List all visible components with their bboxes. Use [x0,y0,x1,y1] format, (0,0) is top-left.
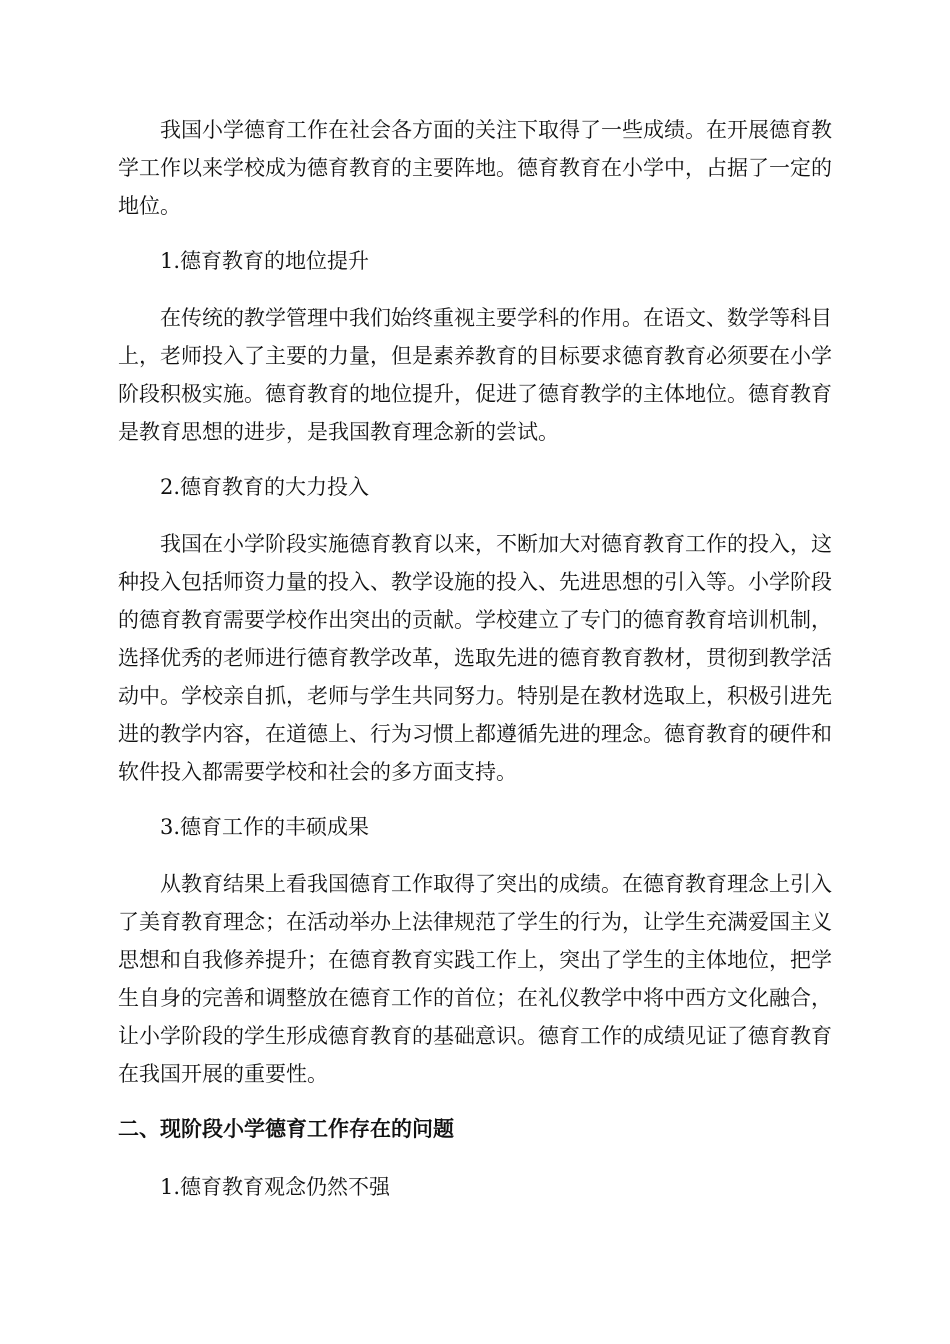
subheading-status-improved: 1.德育教育的地位提升 [160,249,370,273]
subheading-investment: 2.德育教育的大力投入 [160,475,370,499]
section-heading-problems: 二、现阶段小学德育工作存在的问题 [118,1117,454,1141]
subheading-weak-concept: 1.德育教育观念仍然不强 [160,1175,391,1199]
subheading-results: 3.德育工作的丰硕成果 [160,815,370,839]
paragraph-achievements-intro: 我国小学德育工作在社会各方面的关注下取得了一些成绩。在开展德育教学工作以来学校成为德育教育的主要阵地。德育教育在小学中，占据了一定的地位。 [118,118,832,218]
paragraph-investment: 我国在小学阶段实施德育教育以来，不断加大对德育教育工作的投入，这种投入包括师资力量的投入、教学设施的投入、先进思想的引入等。小学阶段的德育教育需要学校作出突出的贡献。学校建立了专门的德育教育培训机制，选择优秀的老师进行德育教学改革，选取先进的德育教育教材，贯彻到教学活动中。学校亲自抓，老师与学生共同努力。特别是在教材选取上，积极引进先进的教学内容，在道德上、行为习惯上都遵循先进的理念。德育教育的硬件和软件投入都需要学校和社会的多方面支持。 [118,532,832,784]
paragraph-results: 从教育结果上看我国德育工作取得了突出的成绩。在德育教育理念上引入了美育教育理念；在活动举办上法律规范了学生的行为，让学生充满爱国主义思想和自我修养提升；在德育教育实践工作上，突出了学生的主体地位，把学生自身的完善和调整放在德育工作的首位；在礼仪教学中将中西方文化融合，让小学阶段的学生形成德育教育的基础意识。德育工作的成绩见证了德育教育在我国开展的重要性。 [118,872,832,1086]
paragraph-status-improved: 在传统的教学管理中我们始终重视主要学科的作用。在语文、数学等科目上，老师投入了主要的力量，但是素养教育的目标要求德育教育必须要在小学阶段积极实施。德育教育的地位提升，促进了德育教学的主体地位。德育教育是教育思想的进步，是我国教育理念新的尝试。 [118,306,832,444]
